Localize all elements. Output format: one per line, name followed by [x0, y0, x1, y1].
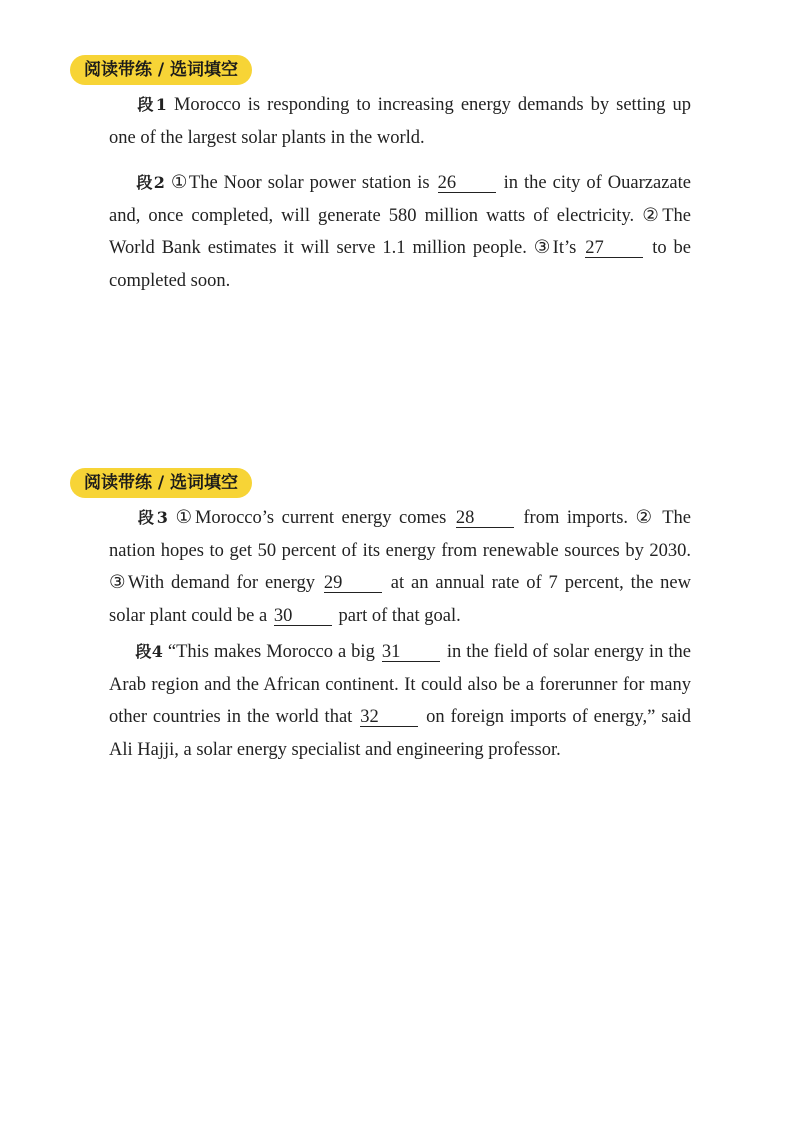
paragraph-label: 段3 [135, 508, 168, 527]
paragraph-label: 段4 [135, 642, 163, 661]
paragraph-1 [109, 89, 691, 154]
paragraph-label: 段2 [135, 173, 165, 192]
paragraph-text: part of that goal. [333, 605, 461, 626]
blank-27[interactable]: 27 [585, 239, 643, 258]
blank-26[interactable]: 26 [438, 174, 496, 193]
paragraph-text: on foreign imports of energy,” said Ali Hajji, a solar energy specialist and engineering professor. [109, 707, 692, 760]
reading-section-1 [109, 89, 691, 297]
reading-section-2 [109, 502, 691, 766]
paragraph-4 [109, 636, 691, 766]
blank-31[interactable]: 31 [382, 643, 440, 662]
paragraph-text: Morocco is responding to increasing energy demands by setting up one of the largest solar plants in the world. [109, 95, 691, 148]
section-tag: 阅读带练 / 选词填空 [70, 55, 252, 85]
paragraph-text: in the city of Ouarzazate and, once completed, will generate 580 million watts of electricity. ②The World Bank estimates it will serve 1.1 million people. ③It’s [109, 173, 691, 258]
paragraph-text: ①The Noor solar power station is [164, 173, 436, 193]
paragraph-3 [109, 502, 691, 632]
section-tag: 阅读带练 / 选词填空 [70, 468, 252, 498]
paragraph-label: 段1 [135, 95, 167, 114]
blank-32[interactable]: 32 [360, 708, 418, 727]
paragraph-text: at an annual rate of 7 percent, the new solar plant could be a [109, 573, 692, 626]
blank-30[interactable]: 30 [274, 607, 332, 626]
paragraph-text: ①Morocco’s current energy comes [167, 508, 454, 528]
blank-29[interactable]: 29 [324, 574, 382, 593]
paragraph-2 [109, 167, 691, 297]
paragraph-text: “This makes Morocco a big [162, 642, 380, 662]
paragraph-text: in the field of solar energy in the Arab region and the African continent. It could also be a forerunner for many other countries in the world that [109, 642, 692, 727]
blank-28[interactable]: 28 [456, 509, 514, 528]
paragraph-text: from imports. ② The nation hopes to get 50 percent of its energy from renewable sources by 2030. ③With demand for energy [109, 508, 692, 593]
paragraph-text: to be completed soon. [109, 238, 691, 291]
